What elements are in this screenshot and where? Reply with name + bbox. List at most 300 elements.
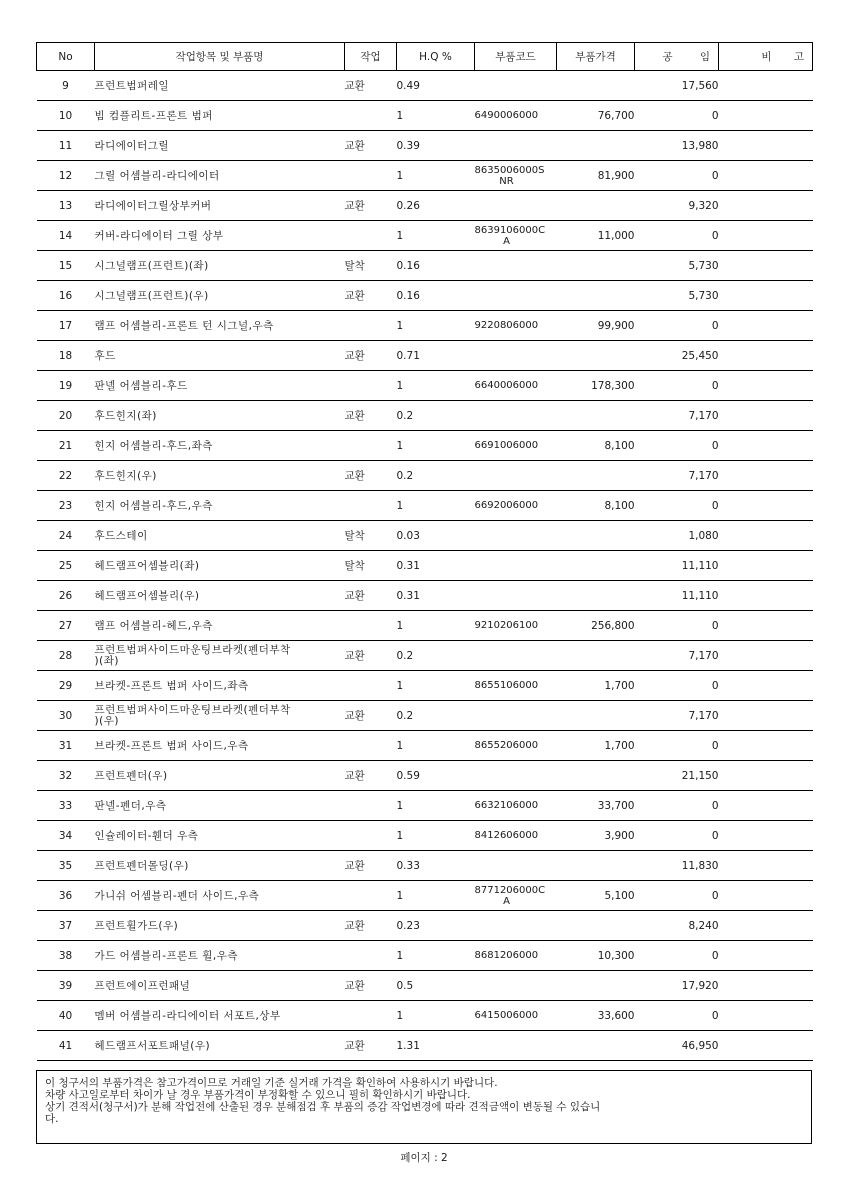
item-name-text: 헤드램프어셈블리(좌)	[94, 560, 200, 572]
item-name	[95, 701, 345, 731]
labor-cost: 8,240	[635, 911, 719, 941]
work-type	[345, 611, 397, 641]
part-price	[557, 971, 635, 1001]
item-name-line2: )(좌)	[94, 654, 119, 667]
part-price	[557, 851, 635, 881]
table-row	[37, 521, 813, 551]
remark	[719, 641, 813, 671]
table-row	[37, 641, 813, 671]
labor-cost: 0	[635, 371, 719, 401]
hq-percent: 1	[397, 311, 475, 341]
item-name-text: 멤버 어셈블리-라디에이터 서포트,상부	[94, 1010, 281, 1022]
hq-percent: 0.5	[397, 971, 475, 1001]
work-type: 탈착	[345, 551, 397, 581]
table-row	[37, 221, 813, 251]
remark	[719, 221, 813, 251]
part-price	[557, 521, 635, 551]
table-row	[37, 281, 813, 311]
remark	[719, 761, 813, 791]
item-name	[95, 221, 345, 251]
labor-cost: 0	[635, 431, 719, 461]
table-row	[37, 881, 813, 911]
item-name-text: 프런트범퍼레일	[94, 80, 170, 92]
work-type	[345, 431, 397, 461]
hq-percent: 1	[397, 941, 475, 971]
hq-percent: 1	[397, 611, 475, 641]
remark	[719, 881, 813, 911]
item-name-text: 프런트휠가드(우)	[94, 920, 179, 932]
remark	[719, 371, 813, 401]
item-name	[95, 161, 345, 191]
remark	[719, 551, 813, 581]
item-name	[95, 881, 345, 911]
item-name-text: 시그널램프(프런트)(좌)	[94, 260, 209, 272]
work-type: 교환	[345, 701, 397, 731]
part-price: 99,900	[557, 311, 635, 341]
part-code-text: 6691006000	[474, 440, 539, 451]
item-name-text: 브라켓-프론트 범퍼 사이드,우측	[94, 740, 249, 752]
item-name-text: 헤드램프어셈블리(우)	[94, 590, 200, 602]
item-name	[95, 461, 345, 491]
remark	[719, 971, 813, 1001]
part-code	[475, 161, 557, 191]
labor-cost: 0	[635, 791, 719, 821]
remark	[719, 701, 813, 731]
row-no: 39	[37, 971, 95, 1001]
part-code	[475, 881, 557, 911]
work-type	[345, 881, 397, 911]
table-row	[37, 461, 813, 491]
labor-cost: 0	[635, 101, 719, 131]
part-code-line2: A	[503, 235, 510, 247]
hq-percent: 0.16	[397, 281, 475, 311]
table-row	[37, 101, 813, 131]
hq-percent: 0.31	[397, 581, 475, 611]
item-name-text: 시그널램프(프런트)(우)	[94, 290, 209, 302]
row-no: 32	[37, 761, 95, 791]
table-header	[37, 43, 813, 71]
part-price: 76,700	[557, 101, 635, 131]
part-code-line1: 8635006000S	[474, 164, 545, 176]
part-price: 178,300	[557, 371, 635, 401]
labor-cost: 0	[635, 821, 719, 851]
work-type: 교환	[345, 1031, 397, 1061]
labor-cost: 7,170	[635, 701, 719, 731]
work-type	[345, 491, 397, 521]
item-name	[95, 641, 345, 671]
part-code	[475, 71, 557, 101]
hq-percent: 0.03	[397, 521, 475, 551]
part-code-text: 6640006000	[474, 380, 539, 391]
part-code-line1: 8639106000C	[474, 224, 546, 236]
part-code	[475, 1031, 557, 1061]
part-price	[557, 761, 635, 791]
part-code	[475, 1001, 557, 1031]
remark	[719, 281, 813, 311]
remark	[719, 1001, 813, 1031]
labor-cost: 11,110	[635, 551, 719, 581]
table-row	[37, 731, 813, 761]
row-no: 31	[37, 731, 95, 761]
hq-percent: 0.2	[397, 641, 475, 671]
labor-cost: 9,320	[635, 191, 719, 221]
remark	[719, 791, 813, 821]
item-name-text: 힌지 어셈블리-후드,좌측	[94, 440, 213, 452]
remark	[719, 851, 813, 881]
work-type	[345, 941, 397, 971]
remark	[719, 311, 813, 341]
table-row	[37, 551, 813, 581]
item-name	[95, 581, 345, 611]
table-row	[37, 761, 813, 791]
part-price: 81,900	[557, 161, 635, 191]
item-name	[95, 101, 345, 131]
row-no: 16	[37, 281, 95, 311]
remark	[719, 1031, 813, 1061]
part-price	[557, 641, 635, 671]
part-price	[557, 251, 635, 281]
part-code-text: 8412606000	[474, 830, 539, 841]
item-name	[95, 341, 345, 371]
part-code-text: 9220806000	[474, 320, 539, 331]
row-no: 21	[37, 431, 95, 461]
remark	[719, 401, 813, 431]
item-name-text: 가드 어셈블리-프론트 휠,우측	[94, 950, 239, 962]
part-price	[557, 1031, 635, 1061]
table-row	[37, 491, 813, 521]
hq-percent: 0.71	[397, 341, 475, 371]
part-price	[557, 911, 635, 941]
part-price	[557, 191, 635, 221]
table-row	[37, 851, 813, 881]
part-price: 5,100	[557, 881, 635, 911]
item-name-text: 램프 어셈블리-헤드,우측	[94, 620, 213, 632]
hq-percent: 1	[397, 431, 475, 461]
hq-percent: 0.2	[397, 701, 475, 731]
part-code	[475, 461, 557, 491]
labor-cost: 0	[635, 221, 719, 251]
header-price: 부품가격	[557, 43, 635, 71]
part-code-text: 9210206100	[474, 620, 539, 631]
item-name	[95, 251, 345, 281]
row-no: 11	[37, 131, 95, 161]
part-code-text: 8655106000	[474, 680, 539, 691]
work-type: 교환	[345, 191, 397, 221]
header-work: 작업	[345, 43, 397, 71]
item-name	[95, 1001, 345, 1031]
table-row	[37, 941, 813, 971]
table-row	[37, 1031, 813, 1061]
remark	[719, 101, 813, 131]
hq-percent: 1	[397, 1001, 475, 1031]
work-type: 교환	[345, 131, 397, 161]
labor-cost: 25,450	[635, 341, 719, 371]
row-no: 33	[37, 791, 95, 821]
work-type	[345, 221, 397, 251]
item-name-text: 후드스테이	[94, 530, 148, 542]
hq-percent: 0.39	[397, 131, 475, 161]
remark	[719, 911, 813, 941]
part-price: 8,100	[557, 431, 635, 461]
labor-cost: 0	[635, 731, 719, 761]
labor-cost: 17,560	[635, 71, 719, 101]
labor-cost: 7,170	[635, 461, 719, 491]
part-price: 8,100	[557, 491, 635, 521]
row-no: 24	[37, 521, 95, 551]
part-price: 256,800	[557, 611, 635, 641]
remark	[719, 581, 813, 611]
remark	[719, 251, 813, 281]
table-row	[37, 131, 813, 161]
labor-cost: 46,950	[635, 1031, 719, 1061]
part-code	[475, 551, 557, 581]
remark	[719, 131, 813, 161]
labor-cost: 5,730	[635, 281, 719, 311]
remark	[719, 431, 813, 461]
notice-line: 이 청구서의 부품가격은 참고가격이므로 거래일 기준 실거래 가격을 확인하여 사용하시기 바랍니다.	[45, 1077, 498, 1089]
labor-cost: 0	[635, 311, 719, 341]
notice-line: 상기 견적서(청구서)가 분해 작업전에 산출된 경우 분해점검 후 부품의 증감 작업변경에 따라 견적금액이 변동될 수 있습니	[45, 1101, 601, 1113]
part-price	[557, 341, 635, 371]
item-name	[95, 401, 345, 431]
part-code-text: 6415006000	[474, 1010, 539, 1021]
item-name	[95, 521, 345, 551]
row-no: 36	[37, 881, 95, 911]
item-name	[95, 131, 345, 161]
hq-percent: 0.2	[397, 401, 475, 431]
item-name	[95, 491, 345, 521]
work-type	[345, 821, 397, 851]
table-row	[37, 1001, 813, 1031]
part-price: 33,600	[557, 1001, 635, 1031]
hq-percent: 1	[397, 821, 475, 851]
part-code	[475, 101, 557, 131]
hq-percent: 1	[397, 221, 475, 251]
item-name	[95, 911, 345, 941]
part-code	[475, 971, 557, 1001]
item-name-text: 프런트에이프런패널	[94, 980, 191, 992]
work-type: 탈착	[345, 521, 397, 551]
part-code	[475, 581, 557, 611]
remark	[719, 161, 813, 191]
part-price: 3,900	[557, 821, 635, 851]
work-type	[345, 671, 397, 701]
item-name-text: 그릴 어셈블리-라디에이터	[94, 170, 220, 182]
row-no: 26	[37, 581, 95, 611]
part-price: 11,000	[557, 221, 635, 251]
labor-cost: 0	[635, 161, 719, 191]
row-no: 37	[37, 911, 95, 941]
work-type	[345, 731, 397, 761]
item-name-text: 브라켓-프론트 범퍼 사이드,좌측	[94, 680, 249, 692]
header-remark-left: 비	[761, 51, 772, 63]
hq-percent: 0.23	[397, 911, 475, 941]
part-code	[475, 611, 557, 641]
row-no: 34	[37, 821, 95, 851]
part-code	[475, 731, 557, 761]
item-name	[95, 731, 345, 761]
remark	[719, 821, 813, 851]
header-hq: H.Q %	[397, 43, 475, 71]
row-no: 25	[37, 551, 95, 581]
item-name	[95, 971, 345, 1001]
table-row	[37, 791, 813, 821]
row-no: 17	[37, 311, 95, 341]
row-no: 18	[37, 341, 95, 371]
part-code	[475, 671, 557, 701]
row-no: 41	[37, 1031, 95, 1061]
row-no: 30	[37, 701, 95, 731]
labor-cost: 13,980	[635, 131, 719, 161]
item-name	[95, 761, 345, 791]
item-name-text: 프런트펜더(우)	[94, 770, 168, 782]
item-name-line2: )(우)	[94, 714, 119, 727]
labor-cost: 11,110	[635, 581, 719, 611]
remark	[719, 491, 813, 521]
row-no: 23	[37, 491, 95, 521]
work-type	[345, 371, 397, 401]
row-no: 29	[37, 671, 95, 701]
item-name-text: 후드힌지(우)	[94, 470, 157, 482]
part-code	[475, 401, 557, 431]
labor-cost: 7,170	[635, 641, 719, 671]
item-name	[95, 611, 345, 641]
item-name-text: 힌지 어셈블리-후드,우측	[94, 500, 213, 512]
part-code	[475, 341, 557, 371]
work-type	[345, 101, 397, 131]
item-name-text: 헤드램프서포트패널(우)	[94, 1040, 211, 1052]
hq-percent: 0.33	[397, 851, 475, 881]
hq-percent: 1	[397, 731, 475, 761]
table-row	[37, 371, 813, 401]
hq-percent: 0.16	[397, 251, 475, 281]
table-row	[37, 701, 813, 731]
table-row	[37, 431, 813, 461]
hq-percent: 1	[397, 491, 475, 521]
notice-box	[36, 1070, 812, 1144]
remark	[719, 71, 813, 101]
work-type: 탈착	[345, 251, 397, 281]
remark	[719, 341, 813, 371]
work-type: 교환	[345, 971, 397, 1001]
item-name	[95, 851, 345, 881]
part-code	[475, 371, 557, 401]
table-row	[37, 71, 813, 101]
header-labor-left: 공	[662, 51, 673, 63]
part-price: 33,700	[557, 791, 635, 821]
labor-cost: 0	[635, 941, 719, 971]
work-type: 교환	[345, 281, 397, 311]
table-row	[37, 341, 813, 371]
item-name	[95, 791, 345, 821]
hq-percent: 0.49	[397, 71, 475, 101]
row-no: 27	[37, 611, 95, 641]
header-remark-right: 고	[793, 51, 804, 63]
item-name-text: 가니쉬 어셈블리-펜더 사이드,우측	[94, 890, 260, 902]
part-price	[557, 581, 635, 611]
work-type: 교환	[345, 71, 397, 101]
hq-percent: 0.2	[397, 461, 475, 491]
hq-percent: 0.26	[397, 191, 475, 221]
parts-table	[36, 42, 813, 1061]
item-name	[95, 71, 345, 101]
labor-cost: 1,080	[635, 521, 719, 551]
notice-line: 차량 사고일로부터 차이가 날 경우 부품가격이 부정확할 수 있으니 필히 확인하시기 바랍니다.	[45, 1089, 471, 1101]
part-code-text: 8655206000	[474, 740, 539, 751]
part-price	[557, 701, 635, 731]
item-name	[95, 821, 345, 851]
row-no: 20	[37, 401, 95, 431]
table-row	[37, 821, 813, 851]
work-type	[345, 791, 397, 821]
part-code	[475, 311, 557, 341]
item-name-line1: 프런트범퍼사이드마운팅브라켓(펜더부착	[94, 643, 291, 656]
part-price	[557, 551, 635, 581]
table-row	[37, 581, 813, 611]
header-labor-right: 임	[699, 51, 710, 63]
labor-cost: 11,830	[635, 851, 719, 881]
remark	[719, 191, 813, 221]
table-row	[37, 161, 813, 191]
part-price	[557, 281, 635, 311]
row-no: 35	[37, 851, 95, 881]
item-name-text: 후드힌지(좌)	[94, 410, 157, 422]
labor-cost: 0	[635, 671, 719, 701]
row-no: 19	[37, 371, 95, 401]
part-code	[475, 131, 557, 161]
part-code-line2: NR	[499, 175, 514, 187]
work-type	[345, 161, 397, 191]
part-code	[475, 701, 557, 731]
part-price: 1,700	[557, 731, 635, 761]
hq-percent: 1	[397, 101, 475, 131]
remark	[719, 521, 813, 551]
header-code: 부품코드	[475, 43, 557, 71]
work-type: 교환	[345, 581, 397, 611]
part-code	[475, 431, 557, 461]
labor-cost: 0	[635, 881, 719, 911]
item-name	[95, 431, 345, 461]
header-remark	[719, 43, 813, 71]
table-row	[37, 251, 813, 281]
row-no: 10	[37, 101, 95, 131]
work-type: 교환	[345, 911, 397, 941]
notice-line: 다.	[45, 1113, 59, 1125]
item-name-text: 후드	[94, 350, 116, 362]
item-name-text: 판넬-펜더,우측	[94, 800, 167, 812]
part-code	[475, 251, 557, 281]
item-name	[95, 941, 345, 971]
work-type: 교환	[345, 401, 397, 431]
part-code-text: 6692006000	[474, 500, 539, 511]
labor-cost: 5,730	[635, 251, 719, 281]
table-row	[37, 911, 813, 941]
page-number: 페이지 : 2	[400, 1152, 448, 1164]
part-code-text: 6490006000	[474, 110, 539, 121]
item-name	[95, 1031, 345, 1061]
work-type	[345, 1001, 397, 1031]
work-type: 교환	[345, 341, 397, 371]
part-code	[475, 911, 557, 941]
part-price	[557, 401, 635, 431]
part-code	[475, 821, 557, 851]
labor-cost: 17,920	[635, 971, 719, 1001]
hq-percent: 0.31	[397, 551, 475, 581]
part-code	[475, 281, 557, 311]
hq-percent: 1	[397, 881, 475, 911]
labor-cost: 21,150	[635, 761, 719, 791]
item-name-text: 라디에이터그릴상부커버	[94, 200, 212, 212]
